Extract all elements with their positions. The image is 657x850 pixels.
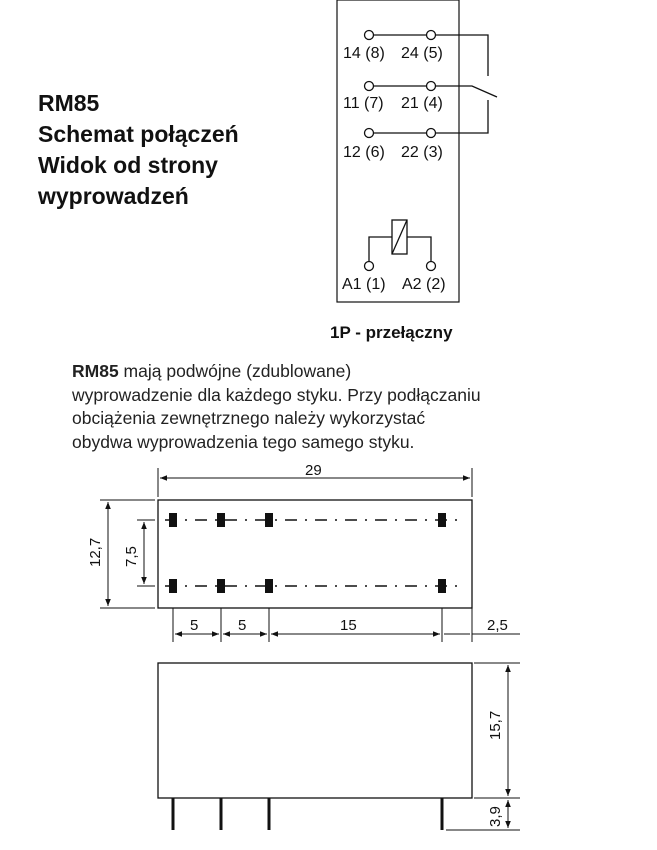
pad-lower-4 (438, 579, 446, 593)
terminal-12 (365, 129, 374, 138)
note-product: RM85 (72, 361, 119, 381)
title-line-3: wyprowadzeń (38, 183, 189, 209)
footprint-view (100, 468, 520, 642)
dim-height-label: 12,7 (87, 537, 104, 567)
coil-wire-left (369, 237, 392, 262)
terminal-22 (427, 129, 436, 138)
dim-end-offset-label: 2,5 (487, 617, 508, 634)
switch-no-wire (435, 35, 488, 76)
side-view (158, 663, 520, 830)
title-line-1: Schemat połączeń (38, 121, 239, 147)
pad-lower-3 (265, 579, 273, 593)
note-line-3: obciążenia zewnętrznego należy wykorzystać (72, 408, 426, 428)
label-pin-a1: A1 (1) (342, 276, 386, 293)
pad-lower-1 (169, 579, 177, 593)
label-pin-11: 11 (7) (343, 95, 384, 112)
terminal-24 (427, 31, 436, 40)
label-pin-14: 14 (8) (343, 45, 385, 62)
dim-body-height-label: 15,7 (487, 710, 504, 740)
schematic-caption: 1P - przełączny (330, 323, 453, 342)
terminal-21 (427, 82, 436, 91)
pad-lower-2 (217, 579, 225, 593)
label-pin-22: 22 (3) (401, 144, 443, 161)
coil-wire-right (407, 237, 431, 262)
switch-common-wire (435, 86, 497, 97)
terminal-a1 (365, 262, 374, 271)
terminal-11 (365, 82, 374, 91)
pad-upper-4 (438, 513, 446, 527)
label-pin-24: 24 (5) (401, 45, 443, 62)
product-title: RM85 (38, 90, 100, 116)
note-line-4: obydwa wyprowadzenia tego samego styku. (72, 431, 415, 452)
label-pin-21: 21 (4) (401, 95, 443, 112)
label-pin-12: 12 (6) (343, 144, 385, 161)
pad-upper-1 (169, 513, 177, 527)
note-line-2: wyprowadzenie dla każdego styku. Przy podłączaniu (72, 384, 481, 405)
note-line-1: mają podwójne (zdublowane) (118, 361, 352, 381)
relay-body (158, 663, 472, 798)
label-pin-a2: A2 (2) (402, 276, 446, 293)
dim-pin-length-label: 3,9 (487, 806, 504, 827)
terminal-14 (365, 31, 374, 40)
pad-upper-3 (265, 513, 273, 527)
switch-nc-wire (435, 100, 488, 133)
title-line-2: Widok od strony (38, 152, 218, 178)
dim-spacing-label: 7,5 (123, 546, 140, 567)
dim-pitch1-label: 5 (190, 617, 199, 634)
pad-upper-2 (217, 513, 225, 527)
terminal-a2 (427, 262, 436, 271)
dim-pitch2-label: 5 (238, 617, 247, 634)
dim-pitch3-label: 15 (340, 617, 357, 634)
dim-width-label: 29 (305, 462, 322, 479)
footprint-outline (158, 500, 472, 608)
